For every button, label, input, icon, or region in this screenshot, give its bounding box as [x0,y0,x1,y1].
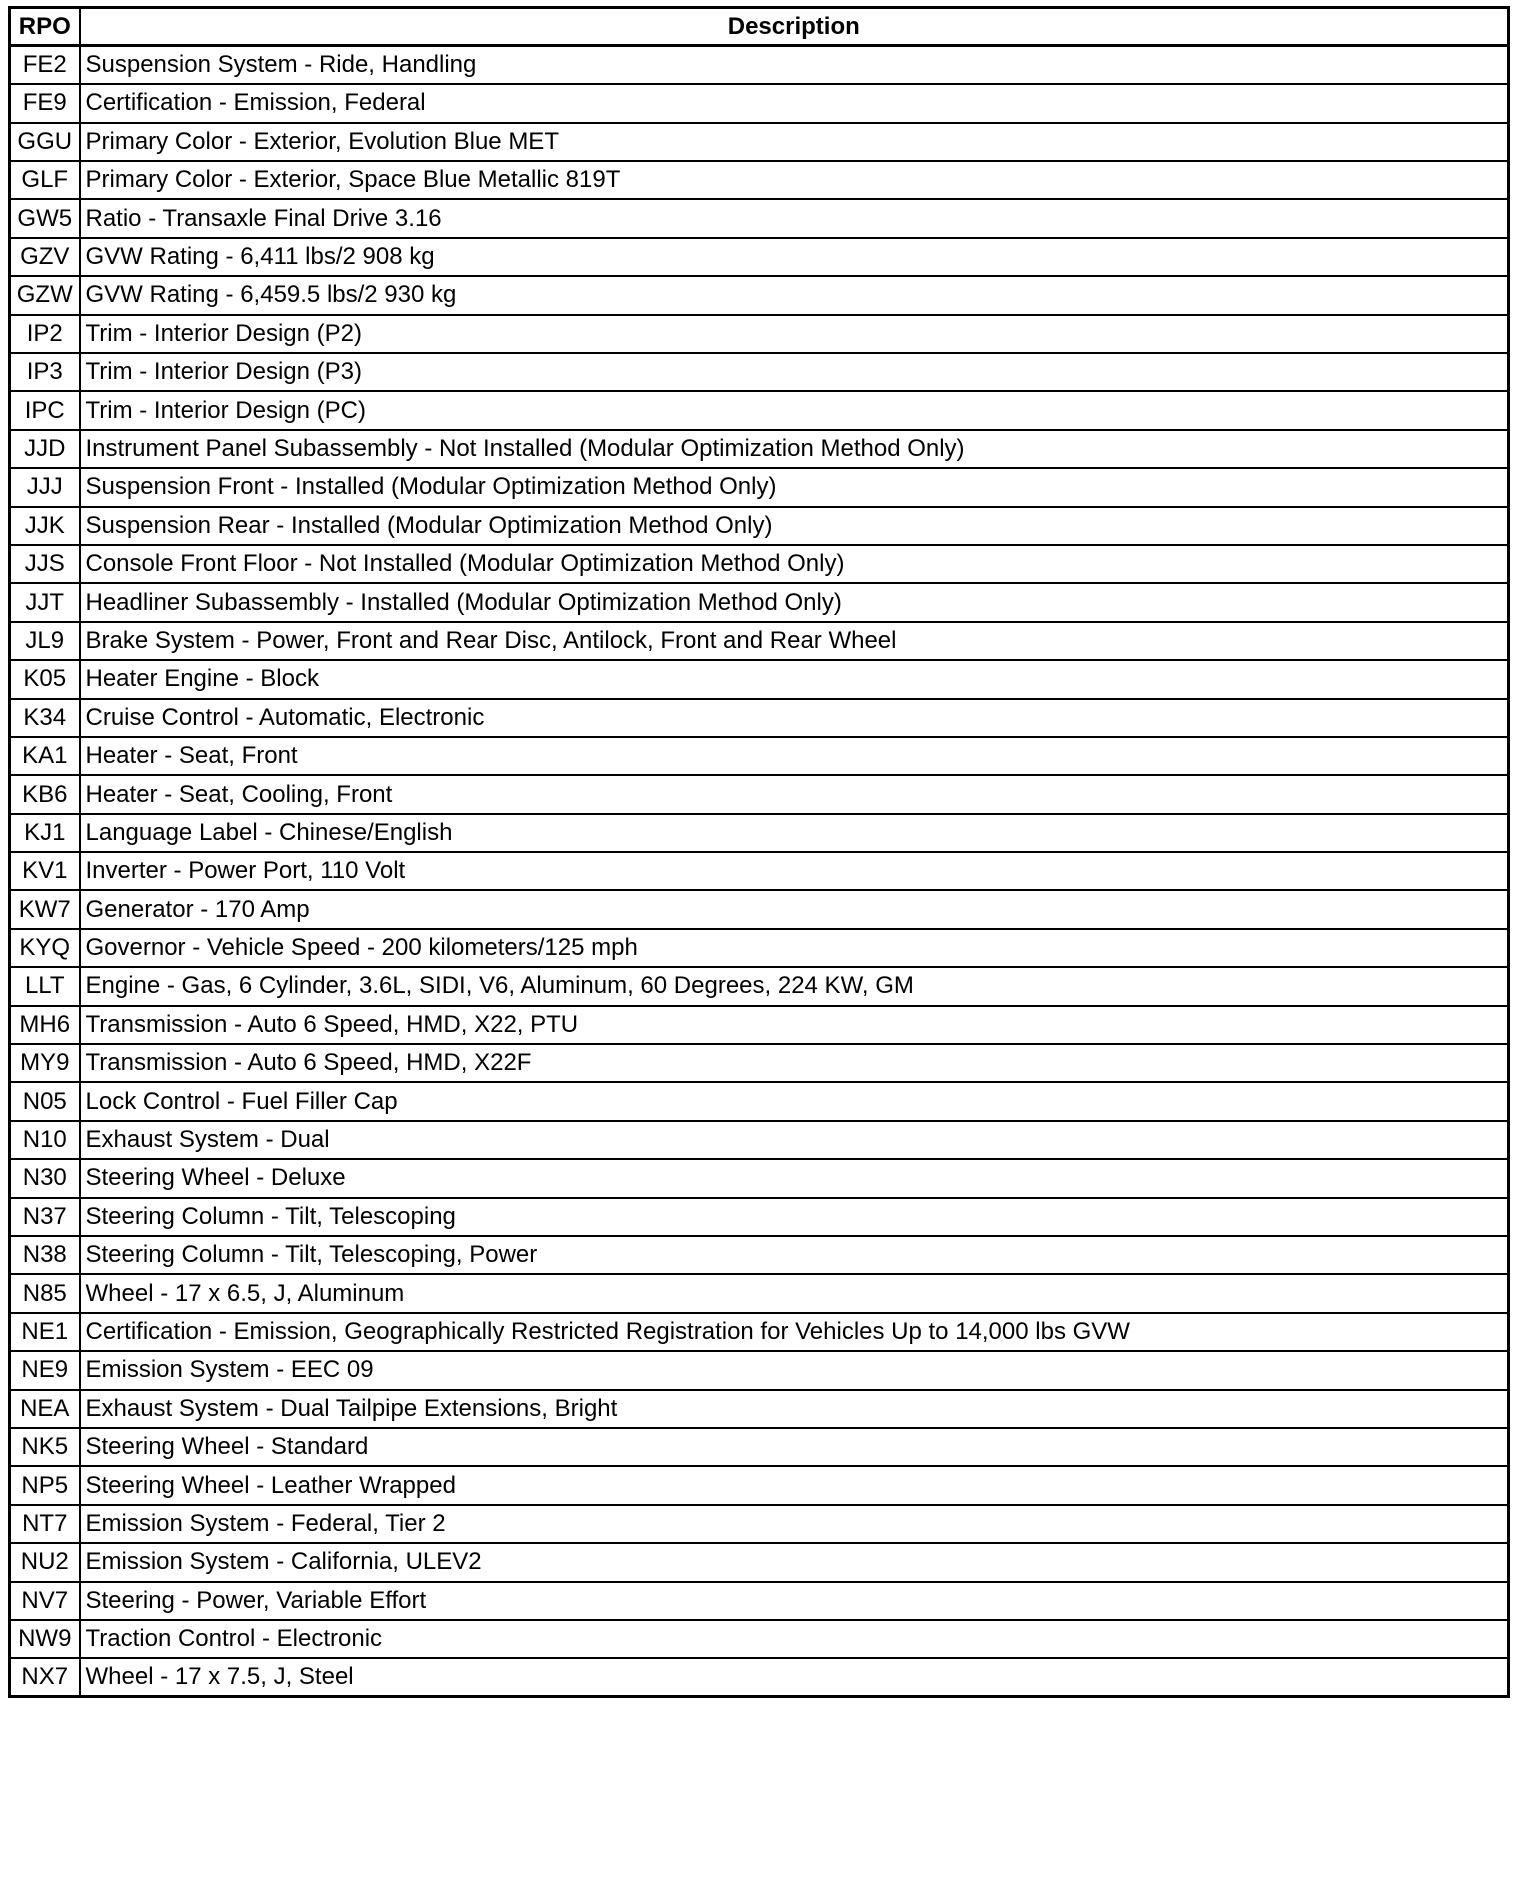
table-row [10,775,1509,813]
rpo-code-cell: IP3 [10,353,80,391]
table-row [10,353,1509,391]
description-cell: Heater - Seat, Front [80,737,1509,775]
table-row [10,852,1509,890]
description-cell: GVW Rating - 6,459.5 lbs/2 930 kg [80,276,1509,314]
table-row [10,468,1509,506]
table-row [10,391,1509,429]
rpo-code-cell: GZW [10,276,80,314]
table-row [10,622,1509,660]
rpo-code-cell: GZV [10,238,80,276]
description-cell: Heater - Seat, Cooling, Front [80,775,1509,813]
description-cell: Exhaust System - Dual [80,1121,1509,1159]
table-row [10,315,1509,353]
rpo-code-cell: FE9 [10,84,80,122]
description-cell: Primary Color - Exterior, Evolution Blue MET [80,123,1509,161]
header-row [10,8,1509,46]
rpo-code-cell: NX7 [10,1658,80,1696]
rpo-code-cell: K34 [10,699,80,737]
description-cell: Emission System - California, ULEV2 [80,1543,1509,1581]
description-cell: Suspension Front - Installed (Modular Optimization Method Only) [80,468,1509,506]
description-cell: Generator - 170 Amp [80,890,1509,928]
table-row [10,276,1509,314]
table-row [10,1351,1509,1389]
description-cell: Console Front Floor - Not Installed (Modular Optimization Method Only) [80,545,1509,583]
table-row [10,1658,1509,1696]
description-cell: Instrument Panel Subassembly - Not Installed (Modular Optimization Method Only) [80,430,1509,468]
rpo-code-cell: N30 [10,1159,80,1197]
description-cell: Primary Color - Exterior, Space Blue Metallic 819T [80,161,1509,199]
rpo-code-cell: KYQ [10,929,80,967]
description-cell: Heater Engine - Block [80,660,1509,698]
description-cell: Steering Wheel - Deluxe [80,1159,1509,1197]
description-cell: Trim - Interior Design (PC) [80,391,1509,429]
rpo-code-cell: NE1 [10,1313,80,1351]
description-cell: Suspension Rear - Installed (Modular Optimization Method Only) [80,507,1509,545]
description-cell: Transmission - Auto 6 Speed, HMD, X22F [80,1044,1509,1082]
rpo-code-cell: MY9 [10,1044,80,1082]
rpo-code-cell: GLF [10,161,80,199]
table-row [10,507,1509,545]
table-row [10,737,1509,775]
rpo-code-cell: NU2 [10,1543,80,1581]
description-cell: Steering Column - Tilt, Telescoping [80,1198,1509,1236]
rpo-code-cell: N10 [10,1121,80,1159]
rpo-code-cell: N05 [10,1082,80,1120]
table-row [10,1543,1509,1581]
table-row [10,1006,1509,1044]
description-cell: Emission System - Federal, Tier 2 [80,1505,1509,1543]
table-row [10,1313,1509,1351]
description-cell: Trim - Interior Design (P2) [80,315,1509,353]
table-row [10,660,1509,698]
description-cell: Traction Control - Electronic [80,1620,1509,1658]
table-row [10,46,1509,84]
description-cell: Engine - Gas, 6 Cylinder, 3.6L, SIDI, V6, Aluminum, 60 Degrees, 224 KW, GM [80,967,1509,1005]
table-row [10,1274,1509,1312]
rpo-code-cell: KJ1 [10,814,80,852]
description-cell: Suspension System - Ride, Handling [80,46,1509,84]
description-cell: Brake System - Power, Front and Rear Disc, Antilock, Front and Rear Wheel [80,622,1509,660]
description-cell: Exhaust System - Dual Tailpipe Extensions, Bright [80,1390,1509,1428]
rpo-code-cell: LLT [10,967,80,1005]
table-row [10,967,1509,1005]
table-row [10,123,1509,161]
rpo-code-cell: NE9 [10,1351,80,1389]
rpo-code-cell: N37 [10,1198,80,1236]
description-cell: Certification - Emission, Geographically Restricted Registration for Vehicles Up to 14,000 lbs GVW [80,1313,1509,1351]
rpo-code-cell: JL9 [10,622,80,660]
table-row [10,929,1509,967]
table-row [10,1159,1509,1197]
rpo-code-cell: K05 [10,660,80,698]
table-row [10,1121,1509,1159]
table-row [10,199,1509,237]
rpo-code-cell: JJJ [10,468,80,506]
rpo-code-cell: JJT [10,583,80,621]
description-cell: Lock Control - Fuel Filler Cap [80,1082,1509,1120]
rpo-code-cell: NEA [10,1390,80,1428]
description-cell: Inverter - Power Port, 110 Volt [80,852,1509,890]
rpo-code-cell: NT7 [10,1505,80,1543]
description-cell: Steering Wheel - Leather Wrapped [80,1466,1509,1504]
description-cell: Cruise Control - Automatic, Electronic [80,699,1509,737]
description-cell: Language Label - Chinese/English [80,814,1509,852]
description-cell: Trim - Interior Design (P3) [80,353,1509,391]
description-cell: Steering Wheel - Standard [80,1428,1509,1466]
table-row [10,1236,1509,1274]
description-cell: Emission System - EEC 09 [80,1351,1509,1389]
rpo-code-cell: NW9 [10,1620,80,1658]
table-row [10,1428,1509,1466]
rpo-code-cell: NK5 [10,1428,80,1466]
rpo-code-cell: JJS [10,545,80,583]
description-cell: GVW Rating - 6,411 lbs/2 908 kg [80,238,1509,276]
rpo-code-cell: KW7 [10,890,80,928]
table-row [10,1505,1509,1543]
table-row [10,1044,1509,1082]
table-row [10,238,1509,276]
table-row [10,1390,1509,1428]
rpo-code-cell: JJD [10,430,80,468]
rpo-code-cell: N38 [10,1236,80,1274]
rpo-table [8,6,1510,1698]
table-row [10,814,1509,852]
description-cell: Certification - Emission, Federal [80,84,1509,122]
rpo-code-cell: FE2 [10,46,80,84]
table-row [10,430,1509,468]
rpo-code-cell: IP2 [10,315,80,353]
rpo-code-cell: JJK [10,507,80,545]
description-cell: Wheel - 17 x 7.5, J, Steel [80,1658,1509,1696]
rpo-column-header: RPO [10,8,80,46]
table-row [10,161,1509,199]
table-header [10,8,1509,46]
table-row [10,583,1509,621]
rpo-code-cell: N85 [10,1274,80,1312]
rpo-code-cell: KB6 [10,775,80,813]
description-cell: Transmission - Auto 6 Speed, HMD, X22, PTU [80,1006,1509,1044]
table-row [10,699,1509,737]
table-row [10,1620,1509,1658]
rpo-code-cell: IPC [10,391,80,429]
rpo-code-cell: MH6 [10,1006,80,1044]
rpo-code-cell: NP5 [10,1466,80,1504]
table-body [10,46,1509,1697]
table-row [10,84,1509,122]
description-cell: Wheel - 17 x 6.5, J, Aluminum [80,1274,1509,1312]
rpo-code-cell: KA1 [10,737,80,775]
table-row [10,1466,1509,1504]
rpo-code-cell: NV7 [10,1582,80,1620]
table-row [10,1082,1509,1120]
description-cell: Ratio - Transaxle Final Drive 3.16 [80,199,1509,237]
description-column-header: Description [80,8,1509,46]
rpo-code-cell: KV1 [10,852,80,890]
rpo-code-cell: GW5 [10,199,80,237]
table-row [10,890,1509,928]
description-cell: Governor - Vehicle Speed - 200 kilometers/125 mph [80,929,1509,967]
table-row [10,1582,1509,1620]
description-cell: Steering - Power, Variable Effort [80,1582,1509,1620]
description-cell: Steering Column - Tilt, Telescoping, Power [80,1236,1509,1274]
table-row [10,1198,1509,1236]
table-row [10,545,1509,583]
description-cell: Headliner Subassembly - Installed (Modular Optimization Method Only) [80,583,1509,621]
rpo-code-cell: GGU [10,123,80,161]
